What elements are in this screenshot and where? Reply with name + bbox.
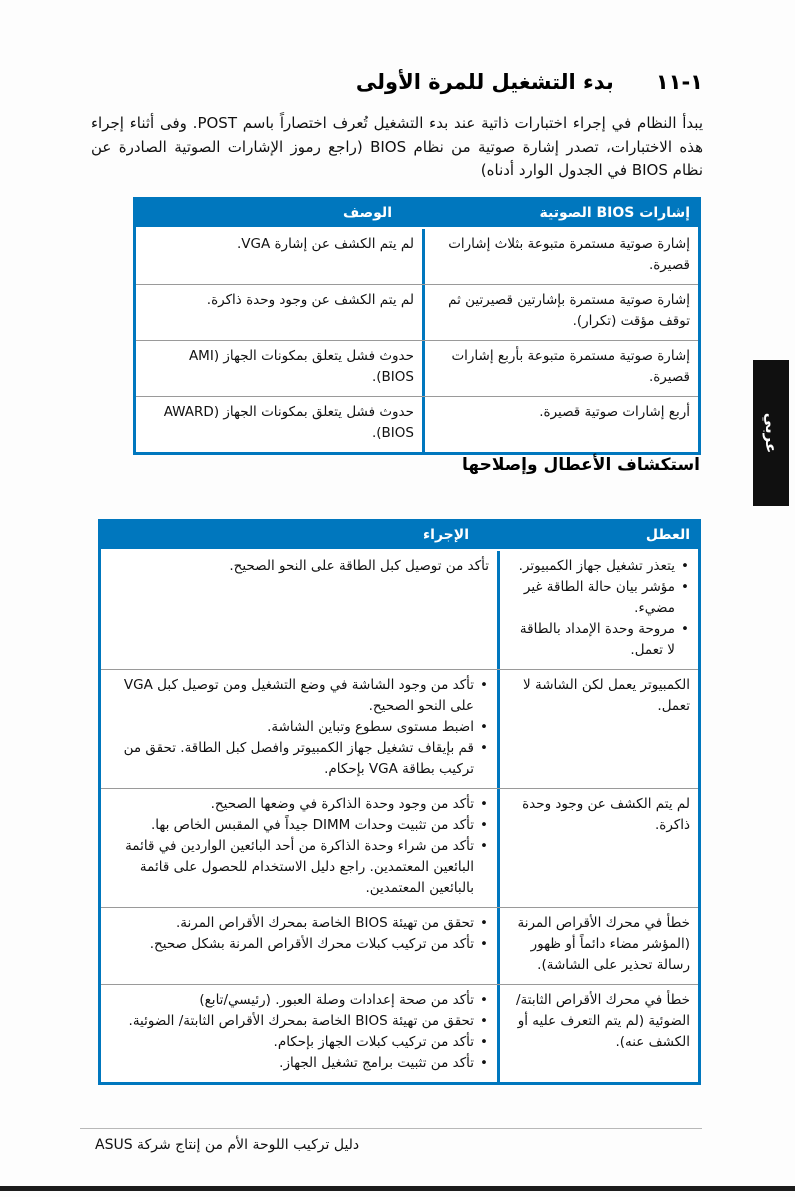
beep-signal-cell	[422, 285, 698, 340]
beep-table-row	[136, 340, 698, 396]
language-side-tab	[753, 360, 789, 506]
problem-cell	[497, 789, 698, 907]
problem-cell	[497, 908, 698, 984]
bullet-item: • تأكد من تثبيت برامج تشغيل الجهاز.	[109, 1053, 489, 1074]
cell-text: إشارة صوتية مستمرة متبوعة بثلاث إشارات قصيرة.	[448, 236, 690, 273]
troubleshooting-table-body	[101, 551, 698, 1082]
troubleshooting-heading: استكشاف الأعطال وإصلاحها	[461, 455, 700, 475]
action-cell	[101, 985, 497, 1082]
cell-text: لم يتم الكشف عن وجود وحدة ذاكرة.	[206, 292, 414, 308]
bullet-item: • تأكد من وجود الشاشة في وضع التشغيل ومن توصيل كبل VGA على النحو الصحيح.	[109, 675, 489, 717]
bullet-list	[109, 990, 489, 1074]
bullet-list	[109, 794, 489, 899]
action-cell	[101, 670, 497, 788]
action-cell	[101, 551, 497, 669]
troubleshooting-table-row	[101, 984, 698, 1082]
action-cell	[101, 789, 497, 907]
language-side-tab-label: عربي	[762, 412, 781, 454]
problem-cell	[497, 670, 698, 788]
beep-table-row	[136, 396, 698, 452]
intro-paragraph: يبدأ النظام في إجراء اختبارات ذاتية عند بدء التشغيل تُعرف اختصاراً باسم POST. وفى أثناء إجراء هذه الاختبارات، تصدر إشارة صوتية من نظام BIOS (راجع رموز الإشارات الصوتية الصادرة عن نظام BIOS في الجدول الوارد أدناه)	[91, 114, 704, 180]
bullet-list	[508, 556, 690, 661]
bullet-item: • تحقق من تهيئة BIOS الخاصة بمحرك الأقراص المرنة.	[109, 913, 489, 934]
cell-text: خطأ في محرك الأقراص المرنة (المؤشر مضاء دائماً أو ظهور رسالة تحذير على الشاشة).	[517, 915, 690, 973]
bios-beep-table-body	[136, 229, 698, 452]
beep-desc-cell	[136, 285, 422, 340]
bullet-item: • قم بإيقاف تشغيل جهاز الكمبيوتر وافصل كبل الطاقة. تحقق من تركيب بطاقة VGA بإحكام.	[109, 738, 489, 780]
problem-cell	[497, 985, 698, 1082]
beep-table-row	[136, 229, 698, 284]
bullet-item: • تأكد من وجود وحدة الذاكرة في وضعها الصحيح.	[109, 794, 489, 815]
troubleshooting-table	[98, 519, 701, 1085]
bios-beep-table	[133, 197, 701, 455]
cell-text: حدوث فشل يتعلق بمكونات الجهاز (AWARD BIOS).	[163, 404, 414, 441]
cell-text: خطأ في محرك الأقراص الثابتة/ الضوئية (لم يتم التعرف عليه أو الكشف عنه).	[515, 992, 690, 1050]
bullet-item: • يتعذر تشغيل جهاز الكمبيوتر.	[508, 556, 690, 577]
bullet-item: • تأكد من تركيب كبلات محرك الأقراص المرنة بشكل صحيح.	[109, 934, 489, 955]
page-bottom-bar	[0, 1186, 795, 1191]
beep-signal-cell	[422, 341, 698, 396]
problem-cell	[497, 551, 698, 669]
beep-table-row	[136, 284, 698, 340]
footer-divider	[80, 1128, 702, 1129]
bullet-item: • تأكد من تركيب كبلات الجهاز بإحكام.	[109, 1032, 489, 1053]
cell-text: لم يتم الكشف عن إشارة VGA.	[236, 236, 414, 252]
bullet-list	[109, 675, 489, 780]
action-cell	[101, 908, 497, 984]
beep-desc-header: الوصف	[342, 205, 392, 221]
beep-desc-cell	[136, 341, 422, 396]
bullet-item: • تأكد من صحة إعدادات وصلة العبور. (رئيسي/تابع)	[109, 990, 489, 1011]
footer-text: دليل تركيب اللوحة الأم من إنتاج شركة ASUS	[95, 1137, 360, 1153]
section-number: ١-١١	[655, 70, 703, 94]
bios-beep-table-header	[136, 200, 698, 229]
bullet-item: • مؤشر بيان حالة الطاقة غير مضيء.	[508, 577, 690, 619]
cell-text: الكمبيوتر يعمل لكن الشاشة لا تعمل.	[522, 677, 690, 714]
bullet-item: • مروحة وحدة الإمداد بالطاقة لا تعمل.	[508, 619, 690, 661]
bullet-item: • تأكد من تثبيت وحدات DIMM جيداً في المقبس الخاص بها.	[109, 815, 489, 836]
cell-text: لم يتم الكشف عن وجود وحدة ذاكرة.	[522, 796, 690, 833]
section-heading	[356, 70, 703, 94]
section-title: بدء التشغيل للمرة الأولى	[355, 70, 614, 94]
troubleshooting-table-row	[101, 669, 698, 788]
troubleshooting-table-row	[101, 788, 698, 907]
cell-text: تأكد من توصيل كبل الطاقة على النحو الصحيح.	[229, 558, 489, 574]
beep-signal-cell	[422, 229, 698, 284]
troubleshooting-table-header	[101, 522, 698, 551]
cell-text: إشارة صوتية مستمرة بإشارتين قصيرتين ثم توقف مؤقت (تكرار).	[448, 292, 690, 329]
cell-text: أربع إشارات صوتية قصيرة.	[539, 404, 690, 420]
troubleshooting-table-row	[101, 907, 698, 984]
bullet-list	[109, 913, 489, 955]
cell-text: حدوث فشل يتعلق بمكونات الجهاز (AMI BIOS).	[188, 348, 414, 385]
troubleshooting-table-row	[101, 551, 698, 669]
beep-signal-header: إشارات BIOS الصوتية	[539, 205, 690, 221]
bullet-item: • اضبط مستوى سطوع وتباين الشاشة.	[109, 717, 489, 738]
action-header: الإجراء	[423, 527, 469, 543]
beep-signal-cell	[422, 397, 698, 452]
bullet-item: • تأكد من شراء وحدة الذاكرة من أحد البائعين الواردين في قائمة البائعين المعتمدين. راجع دليل الاستخدام للحصول على قائمة بالبائعين المعتمدين.	[109, 836, 489, 899]
problem-header: العطل	[645, 527, 690, 543]
cell-text: إشارة صوتية مستمرة متبوعة بأربع إشارات قصيرة.	[451, 348, 690, 385]
beep-desc-cell	[136, 397, 422, 452]
beep-desc-cell	[136, 229, 422, 284]
bullet-item: • تحقق من تهيئة BIOS الخاصة بمحرك الأقراص الثابتة/ الضوئية.	[109, 1011, 489, 1032]
